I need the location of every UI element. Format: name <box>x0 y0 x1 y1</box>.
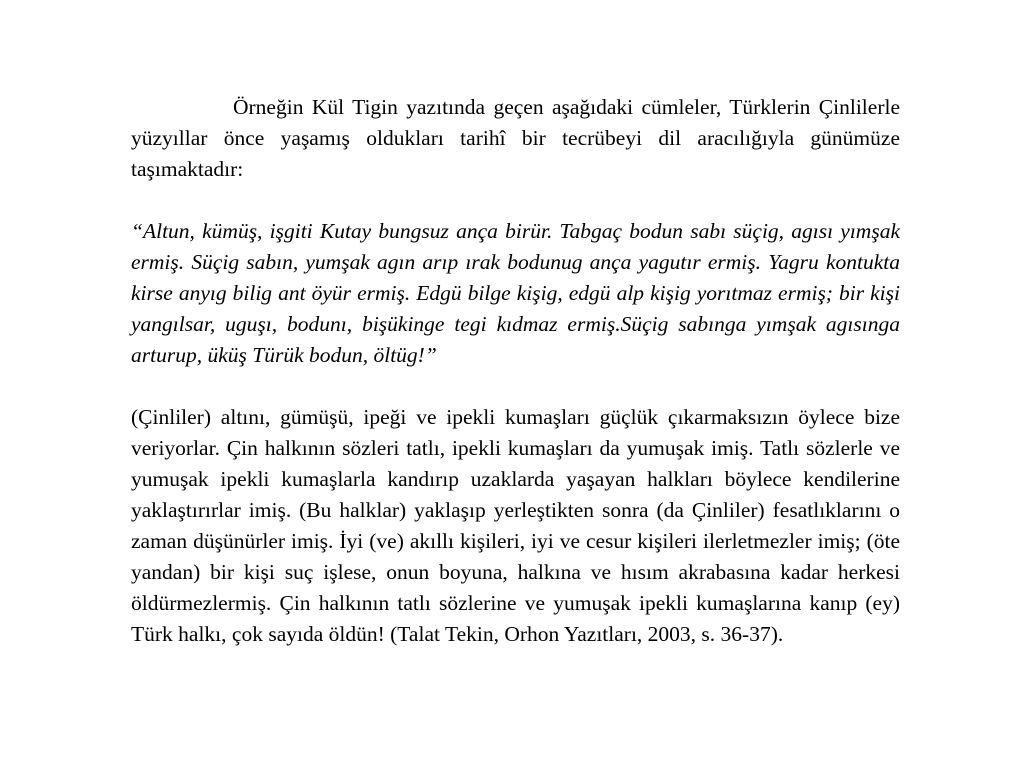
intro-paragraph: Örneğin Kül Tigin yazıtında geçen aşağıdaki cümleler, Türklerin Çinlilerle yüzyıllar önce yaşamış oldukları tarihî bir tecrübeyi dil aracılığıyla günümüze taşımaktadır: <box>131 95 900 181</box>
kul-tigin-quote: “Altun, kümüş, işgiti Kutay bungsuz ança birür. Tabgaç bodun sabı süçig, agısı yımşak ermiş. Süçig sabın, yumşak agın arıp ırak bodunug ança yagutır ermiş. Yagru kontukta kirse anyıg bilig ant öyür ermiş. Edgü bilge kişig, edgü alp kişig yorıtmaz ermiş; bir kişi yangılsar, uguşı, bodunı, bişükinge tegi kıdmaz ermiş.Süçig sabınga yımşak agısınga arturup, üküş Türük bodun, öltüg!” <box>131 219 900 367</box>
slide-text-body <box>131 92 900 650</box>
translation-paragraph: (Çinliler) altını, gümüşü, ipeği ve ipekli kumaşları güçlük çıkarmaksızın öylece bize veriyorlar. Çin halkının sözleri tatlı, ipekli kumaşları da yumuşak imiş. Tatlı sözlerle ve yumuşak ipekli kumaşlarla kandırıp uzaklarda yaşayan halkları böylece kendilerine yaklaştırırlar imiş. (Bu halklar) yaklaşıp yerleştikten sonra (da Çinliler) fesatlıklarını o zaman düşünürler imiş. İyi (ve) akıllı kişileri, iyi ve cesur kişileri ilerletmezler imiş; (öte yandan) bir kişi suç işlese, onun boyuna, halkına ve hısım akrabasına kadar herkesi öldürmezlermiş. Çin halkının tatlı sözlerine ve yumuşak ipekli kumaşlarına kanıp (ey) Türk halkı, çok sayıda öldün! (Talat Tekin, Orhon Yazıtları, 2003, s. 36-37). <box>131 405 900 646</box>
